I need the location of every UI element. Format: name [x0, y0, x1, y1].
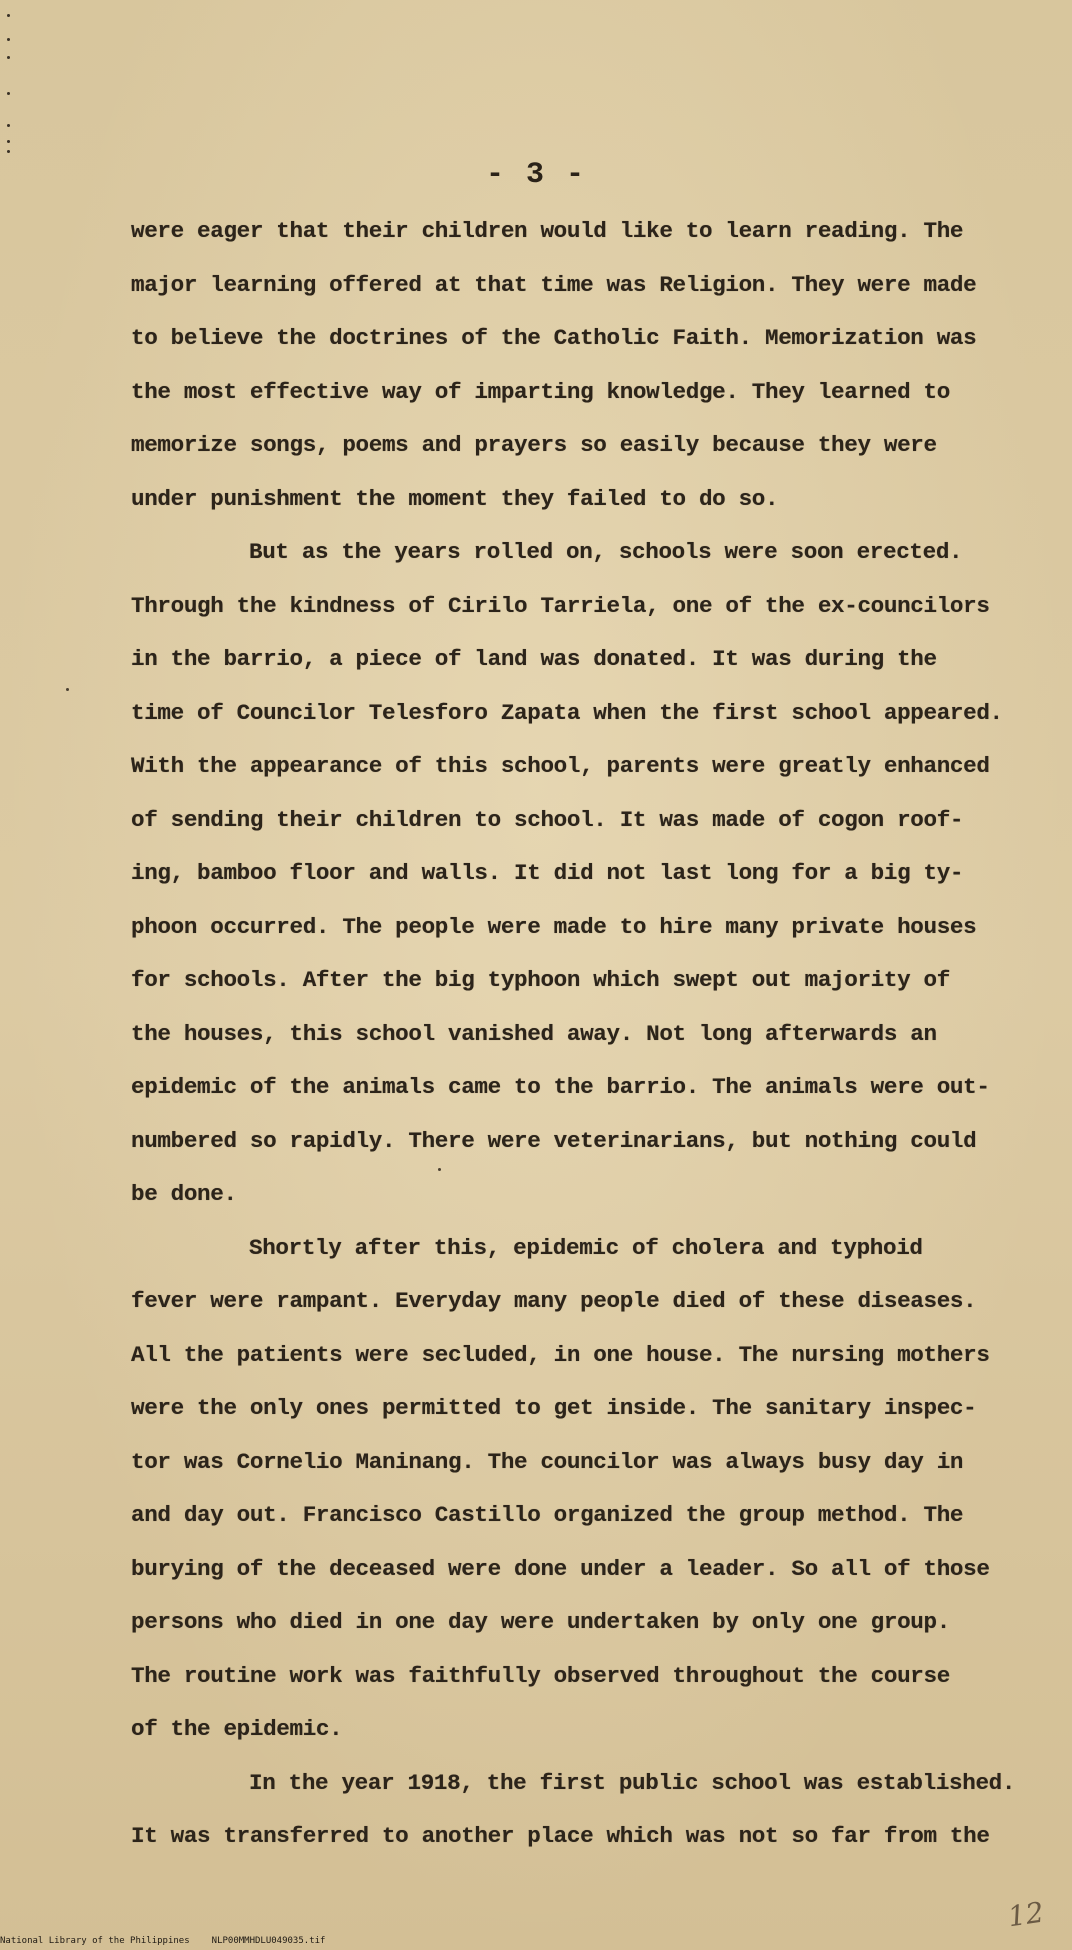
text-line: In the year 1918, the first public school was established. — [249, 1769, 1016, 1796]
text-line: for schools. After the big typhoon which swept out majority of — [131, 967, 950, 993]
library-credit: National Library of the Philippines — [0, 1936, 190, 1946]
paper-speck — [66, 688, 69, 691]
file-name: NLP00MMHDLU049035.tif — [211, 1936, 326, 1946]
text-line: The routine work was faithfully observed throughout the course — [131, 1662, 950, 1689]
text-line: were the only ones permitted to get inside. The sanitary inspec- — [131, 1395, 977, 1421]
text-line: persons who died in one day were undertaken by only one group. — [131, 1609, 950, 1635]
folio-number: 12 — [1005, 1895, 1046, 1934]
document-body — [131, 205, 1016, 1864]
margin-dot — [7, 92, 10, 95]
text-line: of the epidemic. — [131, 1716, 343, 1742]
text-line: All the patients were secluded, in one house. The nursing mothers — [131, 1341, 990, 1368]
text-line: under punishment the moment they failed to do so. — [131, 485, 779, 512]
text-line: tor was Cornelio Maninang. The councilor was always busy day in — [131, 1448, 964, 1475]
text-line: the houses, this school vanished away. Not long afterwards an — [131, 1020, 937, 1047]
text-line: But as the years rolled on, schools were soon erected. — [249, 539, 963, 565]
margin-dot — [7, 38, 10, 41]
paragraph — [131, 205, 977, 526]
margin-dot — [7, 124, 10, 127]
text-line: It was transferred to another place which was not so far from the — [131, 1823, 990, 1849]
margin-dot — [7, 56, 10, 59]
text-line: fever were rampant. Everyday many people died of these diseases. — [131, 1288, 977, 1314]
margin-dot — [7, 14, 10, 17]
text-line: of sending their children to school. It was made of cogon roof- — [131, 806, 964, 833]
margin-dot — [7, 150, 10, 153]
text-line: epidemic of the animals came to the barrio. The animals were out- — [131, 1074, 990, 1100]
text-line: and day out. Francisco Castillo organized the group method. The — [131, 1502, 964, 1528]
page-number: - 3 - — [485, 158, 586, 192]
text-line: major learning offered at that time was Religion. They were made — [131, 271, 977, 298]
paragraph — [131, 526, 1003, 1222]
text-line: burying of the deceased were done under a leader. So all of those — [131, 1555, 990, 1582]
paragraph — [131, 1222, 990, 1757]
footer-caption — [0, 1936, 325, 1946]
text-line: the most effective way of imparting knowledge. They learned to — [131, 378, 950, 405]
text-line: were eager that their children would like to learn reading. The — [131, 218, 964, 244]
text-line: in the barrio, a piece of land was donated. It was during the — [131, 646, 937, 672]
text-line: With the appearance of this school, parents were greatly enhanced — [131, 753, 990, 779]
text-line: memorize songs, poems and prayers so easily because they were — [131, 432, 937, 458]
text-line: Through the kindness of Cirilo Tarriela, one of the ex-councilors — [131, 592, 990, 619]
text-line: numbered so rapidly. There were veterinarians, but nothing could — [131, 1127, 977, 1154]
text-line: time of Councilor Telesforo Zapata when the first school appeared. — [131, 699, 1003, 726]
paragraph — [131, 1757, 1016, 1864]
text-line: phoon occurred. The people were made to hire many private houses — [131, 913, 977, 940]
text-line: Shortly after this, epidemic of cholera and typhoid — [249, 1234, 923, 1261]
margin-dot — [7, 140, 10, 143]
text-line: to believe the doctrines of the Catholic Faith. Memorization was — [131, 325, 977, 351]
text-line: ing, bamboo floor and walls. It did not last long for a big ty- — [131, 860, 964, 886]
text-line: be done. — [131, 1181, 237, 1207]
